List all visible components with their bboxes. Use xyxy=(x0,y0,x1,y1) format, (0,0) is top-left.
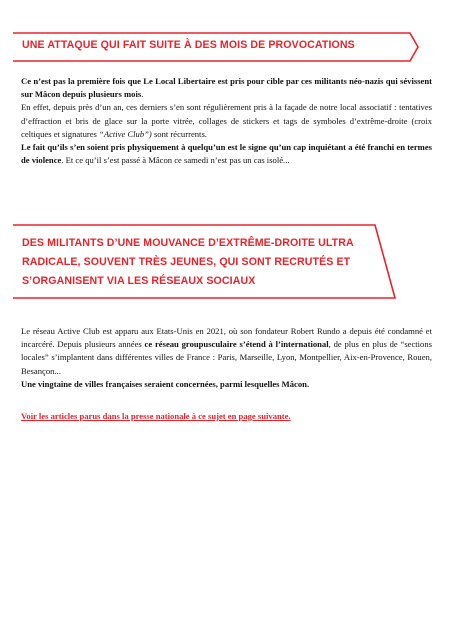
heading-line: RADICALE, SOUVENT TRÈS JEUNES, QUI SONT RECRUTÉS ET xyxy=(22,256,351,268)
bold-text: Le fait qu’ils s’en soient pris physiquement à quelqu’un est le signe qu’un cap inquiétant a été franchi en termes de violence xyxy=(21,142,432,166)
text: En effet, depuis près d’un an, ces derniers s’en sont régulièrement pris à la façade de notre local associatif : tentatives d’effraction et bris de glace sur la porte vitrée, collages de stickers et tags de symboles d’extrême-droite (croix celtiques et signatures xyxy=(21,102,432,139)
text: sont récurrents. xyxy=(151,128,207,139)
section-body xyxy=(21,325,432,391)
paragraph xyxy=(21,141,432,167)
text: Le réseau Active Club est apparu aux Etats-Unis en 2021, où son fondateur Robert Rundo a depuis été condamné et incarcéré. Depuis plusieurs années xyxy=(21,326,432,350)
text: . Et ce qu’il s’est passé à Mâcon ce samedi n’est pas un cas isolé... xyxy=(61,155,290,166)
text: . xyxy=(141,89,144,100)
bold-text: Ce n’est pas la première fois que Le Local Libertaire est pris pour cible par ces militants néo-nazis qui sévissent sur Mâcon depuis plusieurs mois xyxy=(21,76,432,100)
heading-line: S’ORGANISENT VIA LES RÉSEAUX SOCIAUX xyxy=(22,275,256,287)
link-container xyxy=(21,411,291,421)
heading-line: DES MILITANTS D’UNE MOUVANCE D’EXTRÊME-DROITE ULTRA xyxy=(22,237,354,249)
paragraph xyxy=(21,101,432,141)
section-body xyxy=(21,75,432,167)
bold-text: Une vingtaine de villes françaises seraient concernées, parmi lesquelles Mâcon. xyxy=(21,378,310,389)
paragraph xyxy=(21,325,432,378)
section-heading: UNE ATTAQUE QUI FAIT SUITE À DES MOIS DE PROVOCATIONS xyxy=(22,39,355,51)
section-banner-militants xyxy=(12,224,397,300)
section-banner-provocations xyxy=(12,32,420,62)
italic-text: “Active Club”) xyxy=(99,128,152,139)
text: , de plus en plus de “sections locales” s’implantent dans différentes villes de France : Paris, Marseille, Lyon, Montpellier, Aix-en-Provence, Rouen, Besançon... xyxy=(21,339,432,376)
paragraph xyxy=(21,75,432,101)
paragraph xyxy=(21,378,432,391)
bold-text: ce réseau groupusculaire s’étend à l’international xyxy=(144,339,329,350)
next-page-articles-link[interactable]: Voir les articles parus dans la presse nationale à ce sujet en page suivante. xyxy=(21,411,291,421)
section-heading xyxy=(22,234,382,291)
